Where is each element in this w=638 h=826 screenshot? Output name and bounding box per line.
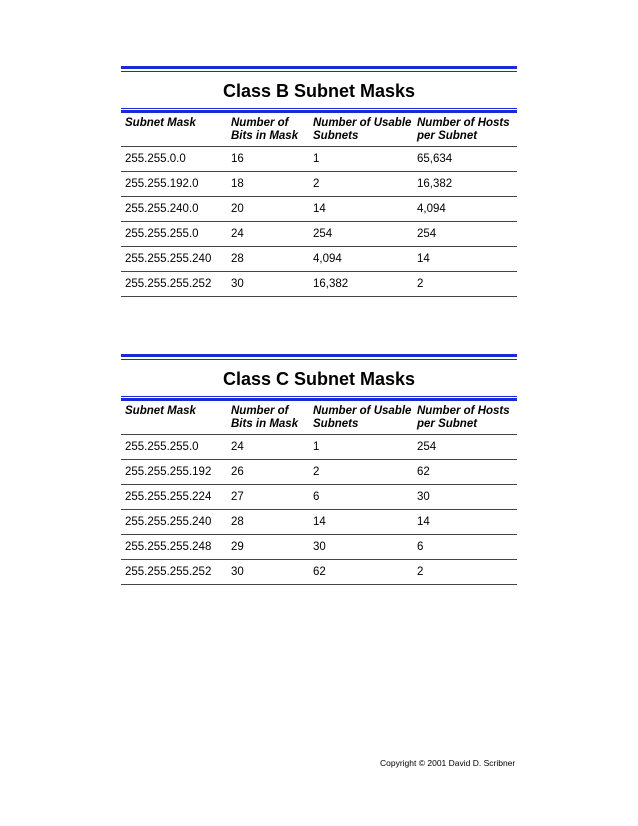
copyright-notice: Copyright © 2001 David D. Scribner	[380, 758, 516, 768]
title-rule	[121, 108, 517, 114]
cell-bits: 28	[227, 247, 309, 272]
cell-hosts: 6	[413, 535, 517, 560]
cell-subnets: 62	[309, 560, 413, 585]
cell-bits: 24	[227, 222, 309, 247]
cell-subnets: 1	[309, 435, 413, 460]
header-row	[121, 402, 517, 435]
cell-subnet-mask: 255.255.255.240	[121, 247, 227, 272]
cell-bits: 26	[227, 460, 309, 485]
header-row	[121, 114, 517, 147]
header-usable-subnets: Number of Usable Subnets	[309, 114, 413, 147]
table-row	[121, 510, 517, 535]
table-row	[121, 222, 517, 247]
cell-subnet-mask: 255.255.240.0	[121, 197, 227, 222]
cell-hosts: 254	[413, 435, 517, 460]
cell-subnet-mask: 255.255.255.252	[121, 560, 227, 585]
cell-bits: 18	[227, 172, 309, 197]
class-b-section	[121, 66, 517, 297]
table-row	[121, 197, 517, 222]
cell-hosts: 16,382	[413, 172, 517, 197]
title-rule	[121, 396, 517, 402]
cell-hosts: 4,094	[413, 197, 517, 222]
cell-hosts: 254	[413, 222, 517, 247]
cell-hosts: 2	[413, 272, 517, 297]
cell-subnets: 4,094	[309, 247, 413, 272]
header-bits-in-mask: Number of Bits in Mask	[227, 114, 309, 147]
table-row	[121, 172, 517, 197]
cell-bits: 29	[227, 535, 309, 560]
top-rule	[121, 66, 517, 73]
cell-hosts: 14	[413, 247, 517, 272]
subnet-table	[121, 114, 517, 297]
table-row	[121, 272, 517, 297]
header-subnet-mask: Subnet Mask	[121, 114, 227, 147]
cell-bits: 20	[227, 197, 309, 222]
cell-subnet-mask: 255.255.255.240	[121, 510, 227, 535]
table-row	[121, 460, 517, 485]
cell-subnet-mask: 255.255.255.192	[121, 460, 227, 485]
table-row	[121, 560, 517, 585]
header-bits-in-mask: Number of Bits in Mask	[227, 402, 309, 435]
top-rule	[121, 354, 517, 361]
cell-hosts: 62	[413, 460, 517, 485]
cell-subnets: 14	[309, 197, 413, 222]
cell-subnets: 1	[309, 147, 413, 172]
cell-subnets: 30	[309, 535, 413, 560]
class-c-section	[121, 354, 517, 585]
cell-subnets: 6	[309, 485, 413, 510]
cell-hosts: 14	[413, 510, 517, 535]
cell-bits: 30	[227, 272, 309, 297]
table-title: Class B Subnet Masks	[222, 81, 416, 101]
cell-subnet-mask: 255.255.0.0	[121, 147, 227, 172]
cell-bits: 27	[227, 485, 309, 510]
table-row	[121, 485, 517, 510]
cell-bits: 28	[227, 510, 309, 535]
cell-hosts: 30	[413, 485, 517, 510]
table-row	[121, 147, 517, 172]
table-row	[121, 247, 517, 272]
cell-subnets: 2	[309, 460, 413, 485]
cell-subnet-mask: 255.255.255.0	[121, 435, 227, 460]
cell-subnet-mask: 255.255.192.0	[121, 172, 227, 197]
table-title: Class C Subnet Masks	[222, 369, 416, 389]
header-hosts-per-subnet: Number of Hosts per Subnet	[413, 402, 517, 435]
cell-bits: 16	[227, 147, 309, 172]
cell-subnets: 2	[309, 172, 413, 197]
table-row	[121, 535, 517, 560]
cell-hosts: 65,634	[413, 147, 517, 172]
cell-subnet-mask: 255.255.255.252	[121, 272, 227, 297]
cell-bits: 30	[227, 560, 309, 585]
cell-subnet-mask: 255.255.255.0	[121, 222, 227, 247]
header-subnet-mask: Subnet Mask	[121, 402, 227, 435]
cell-subnet-mask: 255.255.255.224	[121, 485, 227, 510]
table-row	[121, 435, 517, 460]
cell-subnets: 254	[309, 222, 413, 247]
cell-subnets: 16,382	[309, 272, 413, 297]
header-usable-subnets: Number of Usable Subnets	[309, 402, 413, 435]
cell-subnets: 14	[309, 510, 413, 535]
cell-subnet-mask: 255.255.255.248	[121, 535, 227, 560]
cell-bits: 24	[227, 435, 309, 460]
subnet-table	[121, 402, 517, 585]
header-hosts-per-subnet: Number of Hosts per Subnet	[413, 114, 517, 147]
cell-hosts: 2	[413, 560, 517, 585]
